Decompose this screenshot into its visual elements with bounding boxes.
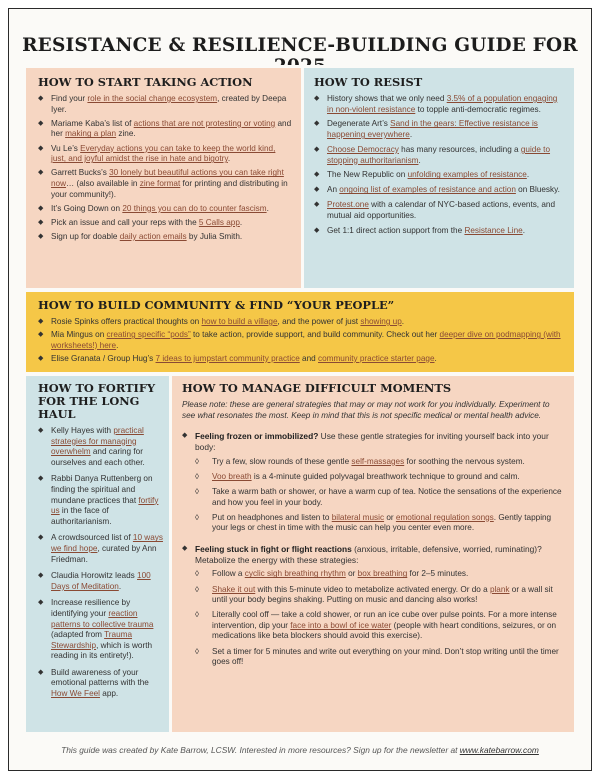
item-text: . xyxy=(227,154,231,164)
list-item xyxy=(314,119,564,140)
resource-link[interactable]: bilateral music xyxy=(331,512,385,522)
item-text: Get 1:1 direct action support from the xyxy=(327,225,465,235)
list-item xyxy=(38,474,163,527)
item-text: Garrett Bucks’s xyxy=(51,168,110,178)
item-text: An xyxy=(327,185,340,195)
item-text: by Julia Smith. xyxy=(186,232,243,242)
resource-link[interactable]: deeper dive on podmapping (with worksheets!) here xyxy=(51,330,561,350)
list-item xyxy=(38,668,163,700)
resource-link[interactable]: role in the social change ecosystem xyxy=(87,94,218,103)
list-item xyxy=(195,585,564,606)
item-text: Follow a xyxy=(212,569,245,579)
list-item xyxy=(195,647,564,668)
item-text: , created by Deepa Iyer. xyxy=(51,94,287,114)
footer-text: This guide was created by Kate Barrow, LCSW. Interested in more resources? Sign up for the newsletter at xyxy=(61,745,460,755)
resource-link[interactable]: zine format xyxy=(139,178,181,188)
list-item xyxy=(38,533,163,565)
resource-link[interactable]: ongoing list of examples of resistance and action xyxy=(339,185,516,195)
item-text: or xyxy=(384,512,396,522)
community-list xyxy=(38,317,564,364)
resource-link[interactable]: 100 Days of Meditation xyxy=(51,571,151,591)
item-text: Mia Mingus on xyxy=(51,330,107,340)
item-text: . xyxy=(409,130,413,140)
resource-link[interactable]: reaction patterns to collective trauma xyxy=(51,608,154,629)
resource-link[interactable]: 30 lonely but beautiful actions you can take right now xyxy=(51,168,284,188)
item-text: , and the power of just xyxy=(277,317,361,326)
resource-link[interactable]: practical strategies for managing overwhelm xyxy=(51,426,144,457)
item-text: and xyxy=(299,353,318,363)
item-text: or xyxy=(345,569,358,579)
item-text: Increase resilience by identifying your xyxy=(51,598,131,618)
item-text: Rosie Spinks offers practical thoughts on xyxy=(51,317,202,326)
item-text: . Gently tapping your legs or chest in time with the music can help you center even more. xyxy=(212,512,552,533)
fortify-section xyxy=(23,373,172,735)
list-item xyxy=(38,317,564,328)
start-action-section xyxy=(23,65,305,291)
stuck-list xyxy=(182,569,564,667)
resource-link[interactable]: 7 ideas to jumpstart community practice xyxy=(155,353,300,363)
item-text: for soothing the nervous system. xyxy=(404,456,525,466)
item-text: . xyxy=(239,217,243,227)
item-text: to take action, provide support, and build community. Check out her xyxy=(190,330,440,340)
resource-link[interactable]: showing up xyxy=(360,317,402,326)
item-text: Build awareness of your emotional patterns with the xyxy=(51,667,149,688)
item-text: on Bluesky. xyxy=(515,185,560,195)
item-text: for printing and distributing in your community!). xyxy=(51,178,288,199)
resource-link[interactable]: unfolding examples of resistance xyxy=(407,170,527,180)
frozen-section xyxy=(182,431,564,534)
resource-link[interactable]: community practice starter page xyxy=(318,353,435,363)
item-text: for 2–5 minutes. xyxy=(407,569,469,579)
frozen-heading xyxy=(182,431,564,453)
stuck-heading xyxy=(182,544,564,566)
item-text: Kelly Hayes with xyxy=(51,426,114,435)
item-text: . xyxy=(118,581,122,591)
item-text: Try a few, slow rounds of these gentle xyxy=(212,456,352,466)
resource-link[interactable]: fortify us xyxy=(51,495,159,516)
resource-link[interactable]: making a plan xyxy=(65,129,117,139)
list-item xyxy=(38,232,292,243)
item-text: . xyxy=(434,353,437,363)
item-text: Elise Granata / Group Hug’s xyxy=(51,353,156,363)
resource-link[interactable]: Protest.one xyxy=(327,200,369,210)
frozen-list xyxy=(182,457,564,534)
item-text: is a 4-minute guided polyvagal breathwork technique to ground and calm. xyxy=(251,471,520,481)
list-item xyxy=(38,426,163,468)
resource-link[interactable]: 5 Calls app xyxy=(198,217,240,227)
list-item xyxy=(314,94,564,115)
item-text: Set a timer for 5 minutes and write out everything on your mind. Don’t stop writing until the timer goes off! xyxy=(212,646,559,667)
list-item xyxy=(38,119,292,140)
item-text: Literally cool off — take a cold shower, or run an ice cube over pulse points. For a more intense intervention, dip your xyxy=(212,610,557,630)
resource-link[interactable]: guide to stopping authoritarianism xyxy=(327,144,551,165)
start-action-list xyxy=(38,94,292,243)
item-text: Vu Le’s xyxy=(51,143,81,153)
resource-link[interactable]: 3.5% of a population engaging in non-violent resistance xyxy=(327,94,558,114)
item-text: Rabbi Danya Ruttenberg on finding the spiritual and mundane practices that xyxy=(51,474,153,505)
item-text: , which is worth reading in its entirety!). xyxy=(51,640,153,661)
list-item xyxy=(38,168,292,200)
resist-section xyxy=(301,65,577,291)
item-text: Find your xyxy=(51,94,88,103)
list-item xyxy=(38,598,163,662)
list-item xyxy=(38,94,292,115)
resource-link[interactable]: self-massages xyxy=(351,456,405,466)
item-text: , curated by Ann Friedman. xyxy=(51,543,157,564)
item-text: Claudia Horowitz leads xyxy=(51,571,138,581)
resource-link[interactable]: Resistance Line xyxy=(464,225,523,235)
item-text: and her xyxy=(51,118,292,139)
resource-link[interactable]: daily action emails xyxy=(119,232,187,242)
list-item xyxy=(38,354,564,365)
item-text: in the face of authoritarianism. xyxy=(51,506,112,526)
list-item xyxy=(195,457,564,468)
community-heading: HOW TO BUILD COMMUNITY & FIND “YOUR PEOPLE” xyxy=(38,298,395,312)
resource-link[interactable]: cyclic sigh breathing rhythm xyxy=(244,569,346,579)
item-text: zine. xyxy=(116,129,136,139)
list-item xyxy=(314,226,564,237)
item-text: A crowdsourced list of xyxy=(51,533,133,543)
item-text: (people with heart conditions, seizures, or on medications like beta blockers should avoid this exercise). xyxy=(212,620,557,641)
item-text: and caring for ourselves and each other. xyxy=(51,447,145,467)
resist-heading: HOW TO RESIST xyxy=(314,75,423,89)
start-action-heading: HOW TO START TAKING ACTION xyxy=(38,75,253,89)
footer-link[interactable]: www.katebarrow.com xyxy=(459,745,539,755)
item-text: or a wall sit until your body begins shaking. Putting on music and dancing also works! xyxy=(212,584,553,605)
resource-link[interactable]: Voo breath xyxy=(212,471,252,481)
list-item xyxy=(195,610,564,642)
page-title: RESISTANCE & RESILIENCE-BUILDING GUIDE FOR xyxy=(22,35,578,56)
item-text: Sign up for doable xyxy=(51,232,120,242)
resource-link[interactable]: plank xyxy=(489,584,510,594)
item-text: It’s Going Down on xyxy=(51,203,123,213)
item-text: . xyxy=(418,155,421,165)
item-text: to topple anti-democratic regimes. xyxy=(415,104,541,114)
resource-link[interactable]: How We Feel xyxy=(51,689,100,699)
item-text: with this 5-minute video to metabolize activated energy. Or do a xyxy=(255,584,490,594)
list-item xyxy=(38,144,292,165)
item-text: app. xyxy=(100,689,119,699)
item-text: . xyxy=(266,203,269,213)
list-item xyxy=(195,569,564,580)
item-text: with a calendar of NYC-based actions, events, and mutual aid opportunities. xyxy=(327,200,556,220)
stuck-title: Feeling stuck in fight or flight reactions xyxy=(195,543,352,554)
community-section xyxy=(23,289,577,375)
resource-link[interactable]: how to build a village xyxy=(201,317,278,326)
resource-link[interactable]: Choose Democracy xyxy=(327,144,399,154)
list-item xyxy=(195,513,564,534)
list-item xyxy=(195,472,564,483)
manage-note: Please note: these are general strategies that may or may not work for you individually. Experiment to see what resonates the most. Keep in mind that this is not specific medical or mental health advice. xyxy=(182,400,550,420)
frozen-title: Feeling frozen or immobilized? xyxy=(195,431,319,442)
item-text: . xyxy=(526,170,530,180)
list-item xyxy=(38,571,163,592)
resource-link[interactable]: Sand in the gears: Effective resistance is happening everywhere xyxy=(327,119,538,140)
list-item xyxy=(314,170,564,181)
item-text: History shows that we only need xyxy=(327,94,447,103)
item-text: . xyxy=(522,225,525,235)
resource-link[interactable]: Shake it out xyxy=(212,584,256,594)
resist-list xyxy=(314,94,564,236)
resource-link[interactable]: 10 ways we find hope xyxy=(51,533,163,553)
item-text: Mariame Kaba’s list of xyxy=(51,118,134,128)
list-item xyxy=(38,330,564,351)
resource-link[interactable]: actions that are not protesting or voting xyxy=(133,118,276,128)
resource-link[interactable]: creating specific “pods” xyxy=(106,330,191,340)
resource-link[interactable]: Trauma Stewardship xyxy=(51,630,133,650)
item-text: has many resources, including a xyxy=(398,144,521,154)
manage-section xyxy=(169,373,577,735)
resource-link[interactable]: box breathing xyxy=(357,569,408,579)
fortify-heading: HOW TO FORTIFY FOR THE LONG HAUL xyxy=(38,381,156,421)
guide-page xyxy=(8,8,592,771)
fortify-list xyxy=(38,426,163,700)
item-text: (adapted from xyxy=(51,630,105,640)
list-item xyxy=(195,487,564,508)
item-text: . xyxy=(116,340,119,350)
item-text: Pick an issue and call your reps with the xyxy=(51,217,199,227)
item-text: Put on headphones and listen to xyxy=(212,512,332,522)
item-text: . xyxy=(401,317,405,326)
resource-link[interactable]: Everyday actions you can take to keep the world kind, just, and joyful amidst the rise in hate and bigotry xyxy=(51,143,276,164)
item-text: … (also available in xyxy=(66,178,140,188)
resource-link[interactable]: emotional regulation songs xyxy=(395,512,494,522)
list-item xyxy=(314,145,564,166)
list-item xyxy=(38,218,292,229)
footer xyxy=(9,745,591,755)
frozen-intro: Use these gentle strategies for inviting yourself back into your body: xyxy=(195,431,549,452)
list-item xyxy=(314,185,564,196)
list-item xyxy=(38,204,292,215)
item-text: Degenerate Art’s xyxy=(327,119,391,129)
manage-heading: HOW TO MANAGE DIFFICULT MOMENTS xyxy=(182,381,452,395)
item-text: Take a warm bath or shower, or have a warm cup of tea. Notice the sensations of the experience and how you feel in your body. xyxy=(212,486,562,507)
resource-link[interactable]: face into a bowl of ice water xyxy=(290,620,392,630)
stuck-section xyxy=(182,544,564,668)
list-item xyxy=(314,200,564,221)
item-text: The New Republic on xyxy=(327,170,408,180)
stuck-intro: (anxious, irritable, defensive, worried, ruminating)? Metabolize the energy with these strategies: xyxy=(195,543,542,565)
resource-link[interactable]: 20 things you can do to counter fascism xyxy=(122,203,267,213)
